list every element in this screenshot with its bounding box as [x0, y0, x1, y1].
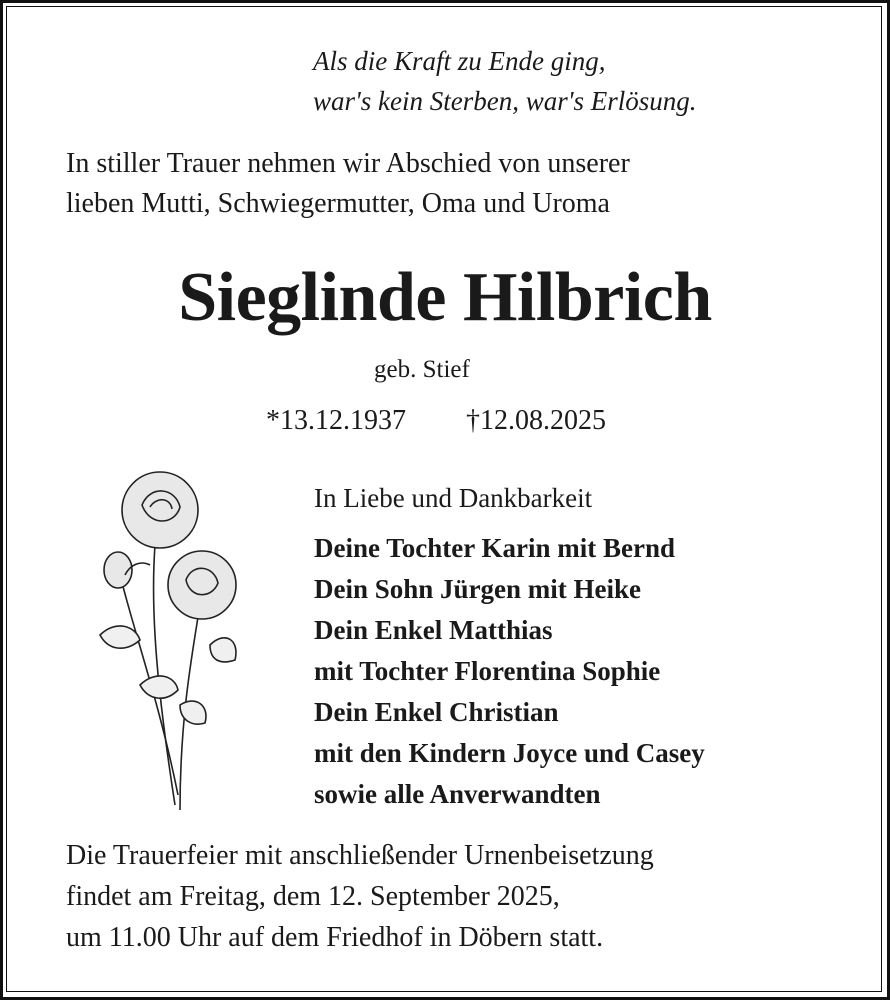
maiden-name: geb. Stief — [374, 356, 470, 383]
mourner-line: mit den Kindern Joyce und Casey — [314, 738, 705, 768]
birth-date: *13.12.1937 — [266, 405, 406, 436]
mourner-line: Deine Tochter Karin mit Bernd — [314, 533, 675, 563]
mourner-line: mit Tochter Florentina Sophie — [314, 656, 661, 686]
funeral-line-1: Die Trauerfeier mit anschließender Urnenbeisetzung — [66, 840, 654, 871]
mourners-intro: In Liebe und Dankbarkeit — [314, 483, 593, 513]
quote-line-1: Als die Kraft zu Ende ging, — [313, 46, 606, 76]
mourner-line: Dein Sohn Jürgen mit Heike — [314, 574, 642, 604]
quote-line-2: war's kein Sterben, war's Erlösung. — [313, 86, 697, 116]
intro-line-1: In stiller Trauer nehmen wir Abschied von unserer — [66, 148, 630, 179]
rose-icon — [80, 465, 245, 815]
mourner-line: Dein Enkel Christian — [314, 697, 559, 727]
funeral-line-2: findet am Freitag, dem 12. September 2025, — [66, 881, 560, 912]
mourner-line: sowie alle Anverwandten — [314, 779, 601, 809]
funeral-line-3: um 11.00 Uhr auf dem Friedhof in Döbern statt. — [66, 922, 604, 953]
mourner-line: Dein Enkel Matthias — [314, 615, 553, 645]
deceased-name: Sieglinde Hilbrich — [178, 259, 712, 336]
death-date: †12.08.2025 — [466, 405, 606, 436]
intro-line-2: lieben Mutti, Schwiegermutter, Oma und Uroma — [66, 188, 610, 219]
